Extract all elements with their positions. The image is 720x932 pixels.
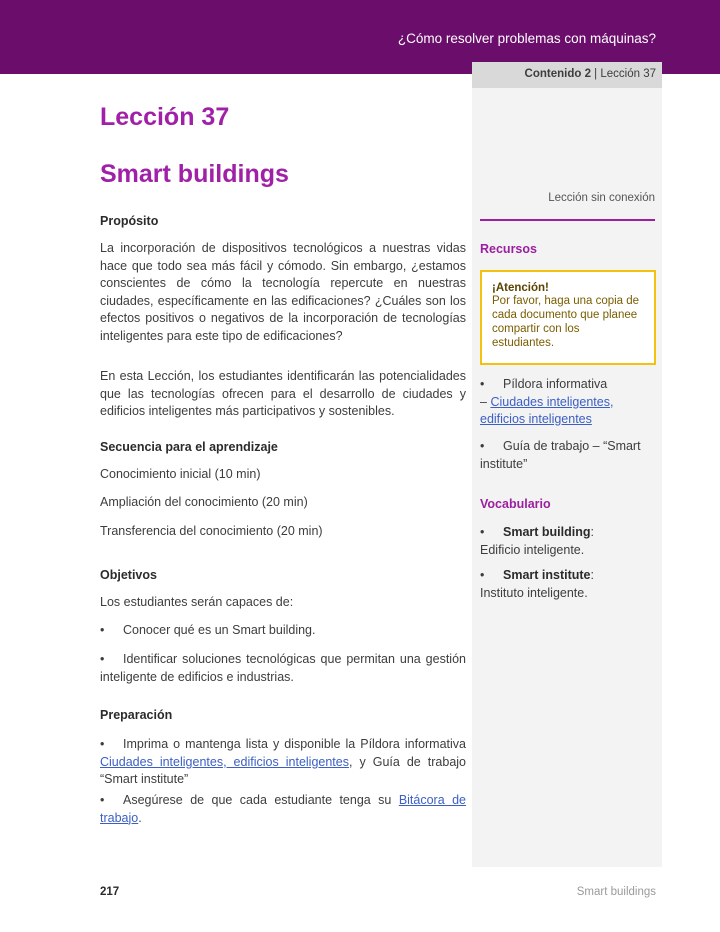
bullet: • [100, 793, 105, 807]
sidebar-header [472, 62, 662, 88]
sequence-item: Ampliación del conocimiento (20 min) [100, 495, 308, 509]
resource-label: Píldora informativa [503, 377, 608, 391]
purpose-heading: Propósito [100, 214, 159, 228]
resource-item-guia [480, 438, 658, 473]
preparation-item-1 [100, 736, 466, 789]
attention-box [480, 270, 656, 365]
lesson-title: Lección 37 [100, 103, 230, 131]
bullet: • [480, 439, 485, 453]
preparation-heading: Preparación [100, 708, 173, 722]
vocabulary-heading: Vocabulario [480, 497, 551, 511]
purpose-paragraph-2: En esta Lección, los estudiantes identificarán las potencialidades que las tecnologías ofrecen para el desarrollo de ciudades y edificios inteligentes más participativos y sostenibles. [100, 369, 466, 418]
sidebar-panel [472, 62, 662, 867]
lesson-number: Lección 37 [600, 68, 656, 80]
resource-dash: – [480, 394, 491, 409]
prep-text: Imprima o mantenga lista y disponible la Píldora informativa [123, 737, 466, 751]
attention-title: ¡Atención! [492, 282, 549, 294]
bullet: • [100, 652, 105, 666]
objective-text: Identificar soluciones tecnológicas que permitan una gestión inteligente de edificios e industrias. [100, 652, 466, 684]
attention-text: Por favor, haga una copia de cada documento que planee compartir con los estudiantes. [492, 295, 640, 349]
objective-item-1 [100, 622, 466, 640]
sequence-item: Transferencia del conocimiento (20 min) [100, 524, 323, 538]
link-ciudades-inteligentes[interactable]: Ciudades inteligentes, edificios inteligentes [480, 394, 614, 426]
objective-item-2 [100, 651, 466, 686]
bullet: • [100, 737, 105, 751]
vocab-term: Smart building [503, 525, 591, 539]
purpose-paragraph-1: La incorporación de dispositivos tecnológicos a nuestras vidas hace que todo sea más fácil y cómodo. Sin embargo, ¿estamos conscientes de cómo la tecnología repercute en nuestras ciudades, específicamente en las edificaciones? ¿Cuáles son los efectos positivos o negativos de la incorporación de tecnologías inteligentes para este tipo de edificaciones? [100, 241, 466, 343]
vocab-colon: : [590, 525, 594, 539]
prep-text: . [138, 810, 142, 825]
offline-label: Lección sin conexión [548, 192, 655, 204]
bullet: • [480, 568, 485, 582]
divider [480, 219, 655, 221]
bullet: • [480, 377, 485, 391]
resource-item-pildora [480, 376, 658, 429]
bullet: • [480, 525, 485, 539]
vocab-definition: Edificio inteligente. [480, 542, 585, 557]
bullet: • [100, 623, 105, 637]
objectives-heading: Objetivos [100, 568, 157, 582]
link-bitacora-de-trabajo[interactable]: Bitácora de trabajo [100, 793, 467, 825]
book-title: ¿Cómo resolver problemas con máquinas? [397, 31, 656, 46]
objective-text: Conocer qué es un Smart building. [123, 623, 316, 637]
vocab-colon: : [590, 568, 594, 582]
page-number: 217 [100, 886, 120, 898]
sequence-item: Conocimiento inicial (10 min) [100, 467, 261, 481]
resources-heading: Recursos [480, 242, 537, 256]
vocab-item-smart-institute [480, 567, 658, 602]
vocab-definition: Instituto inteligente. [480, 585, 588, 600]
objectives-intro: Los estudiantes serán capaces de: [100, 595, 294, 609]
prep-text: , y Guía de trabajo “Smart institute” [100, 754, 467, 786]
page-title: Smart buildings [100, 160, 289, 188]
footer-title: Smart buildings [576, 886, 656, 898]
link-ciudades-inteligentes[interactable]: Ciudades inteligentes, edificios inteligentes [100, 754, 349, 769]
preparation-item-2 [100, 792, 466, 827]
resource-label: Guía de trabajo – “Smart institute” [480, 439, 641, 471]
content-lesson-label [525, 68, 656, 80]
vocab-item-smart-building [480, 524, 658, 559]
sequence-heading: Secuencia para el aprendizaje [100, 440, 278, 454]
prep-text: Asegúrese de que cada estudiante tenga su [123, 793, 399, 807]
content-number: Contenido 2 [524, 68, 591, 80]
content-separator: | [590, 68, 601, 80]
vocab-term: Smart institute [503, 568, 591, 582]
